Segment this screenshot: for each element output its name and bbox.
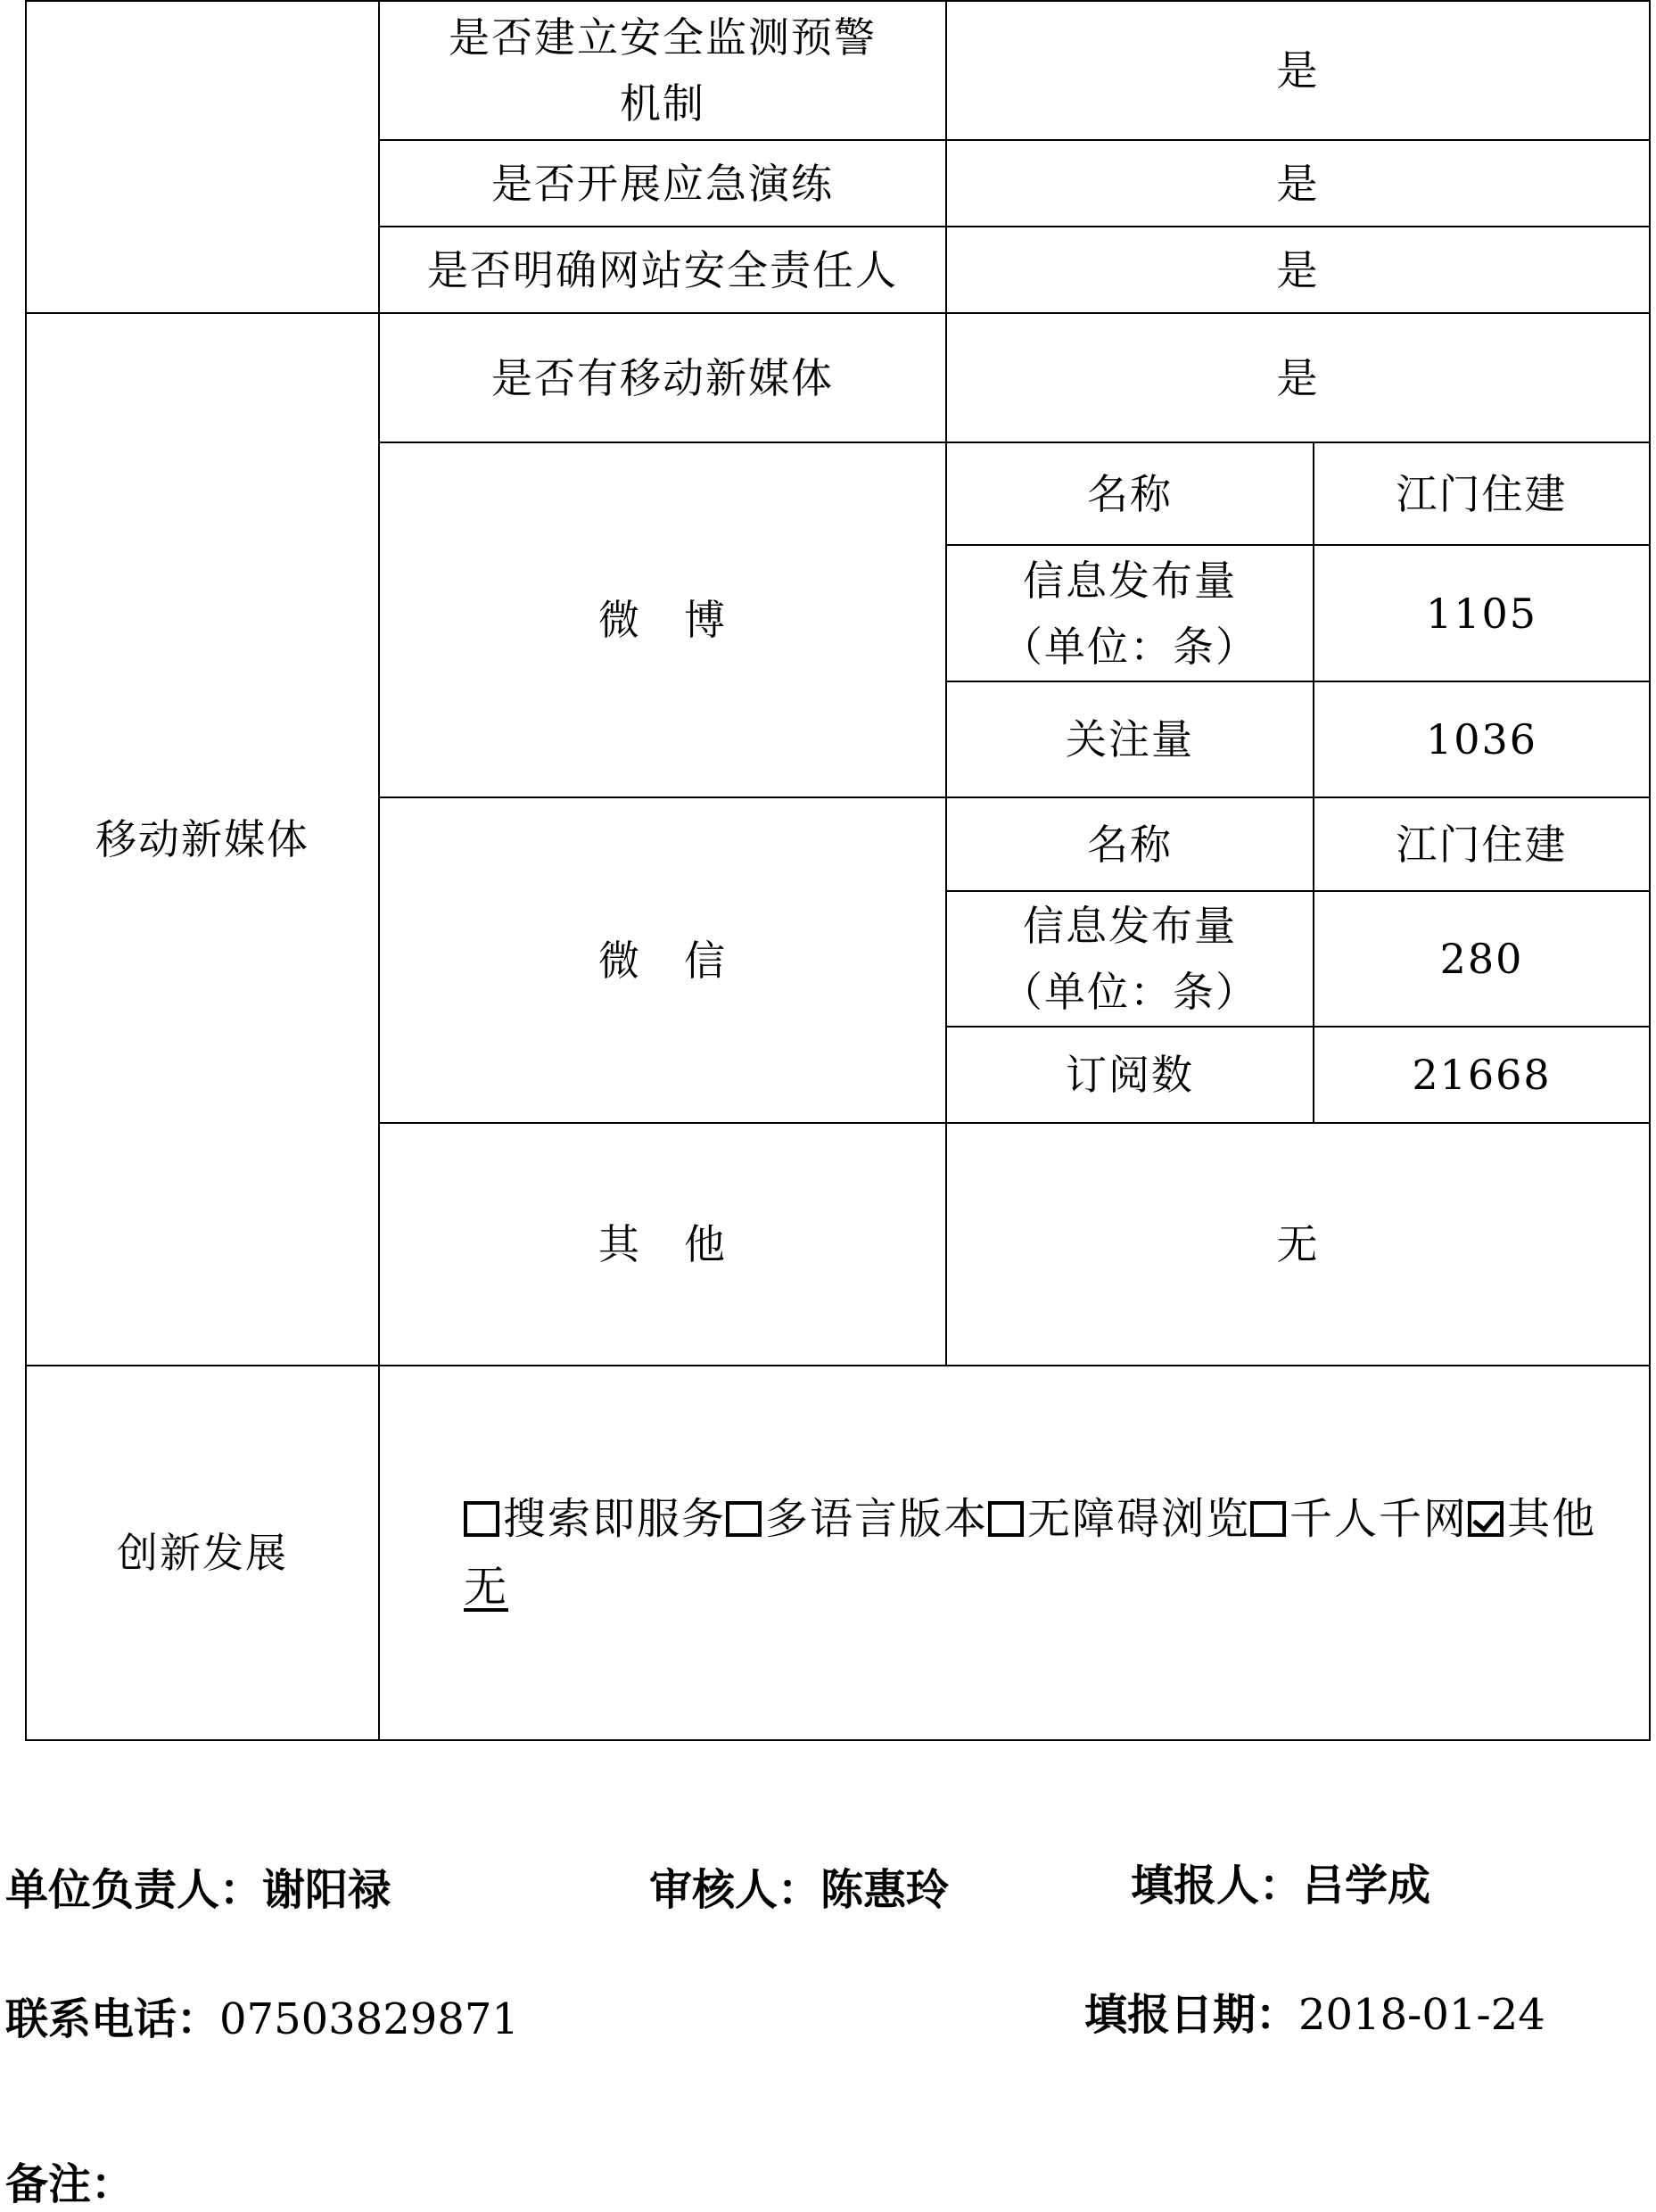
weibo-followers-label: 关注量 — [1066, 715, 1194, 763]
wechat-subs-value: 21668 — [1412, 1051, 1552, 1099]
filler — [1131, 1851, 1430, 1912]
weibo-posts-label-line1: 信息发布量 — [1023, 556, 1237, 605]
media-section-label: 移动新媒体 — [95, 815, 309, 863]
filler-value: 吕学成 — [1302, 1861, 1431, 1911]
table-border — [25, 1739, 1651, 1741]
reviewer-value: 陈惠玲 — [820, 1865, 950, 1915]
monitor-label-line2: 机制 — [620, 79, 705, 128]
checkbox-icon[interactable] — [726, 1501, 762, 1537]
weibo-posts-value: 1105 — [1425, 589, 1538, 638]
weibo-label: 微 博 — [598, 596, 727, 644]
weibo-posts-label-line2: （单位：条） — [1001, 622, 1258, 671]
weibo-name-label: 名称 — [1087, 469, 1173, 518]
option-label: 搜索即服务 — [503, 1494, 727, 1544]
weibo-name-value: 江门住建 — [1396, 469, 1568, 518]
reviewer-label: 审核人： — [649, 1865, 821, 1915]
owner-label: 是否明确网站安全责任人 — [427, 245, 898, 294]
innovation-option[interactable] — [726, 1494, 988, 1544]
has-media-value: 是 — [1276, 353, 1320, 402]
option-label: 多语言版本 — [765, 1494, 989, 1544]
checkbox-icon[interactable] — [1250, 1501, 1286, 1537]
owner-value: 是 — [1276, 245, 1320, 294]
wechat-posts-label-line2: （单位：条） — [1001, 968, 1258, 1016]
phone-value: 07503829871 — [219, 1994, 519, 2044]
other-media-value: 无 — [1276, 1220, 1320, 1268]
other-media-label: 其 他 — [598, 1220, 727, 1268]
drill-label: 是否开展应急演练 — [491, 159, 834, 208]
monitor-label-line1: 是否建立安全监测预警 — [449, 13, 877, 62]
date-value: 2018-01-24 — [1298, 1990, 1545, 2040]
drill-value: 是 — [1276, 159, 1320, 208]
innovation-option[interactable] — [1250, 1494, 1468, 1544]
option-label: 其他 — [1507, 1494, 1597, 1544]
table-border — [1649, 0, 1651, 1740]
option-label: 无障碍浏览 — [1027, 1494, 1251, 1544]
has-media-label: 是否有移动新媒体 — [491, 353, 834, 402]
wechat-label: 微 信 — [598, 936, 727, 985]
date-label: 填报日期： — [1084, 1990, 1299, 2040]
monitor-label — [380, 2, 945, 139]
unit-head-label: 单位负责人： — [5, 1865, 263, 1915]
innovation-label: 创新发展 — [117, 1529, 288, 1577]
innovation-other-text: 无 — [464, 1562, 509, 1612]
weibo-followers-value: 1036 — [1425, 715, 1538, 763]
unit-head-value: 谢阳禄 — [262, 1865, 391, 1915]
checkbox-icon[interactable] — [988, 1501, 1024, 1537]
reviewer — [649, 1855, 949, 1917]
option-label: 千人千网 — [1289, 1494, 1469, 1544]
filler-label: 填报人： — [1131, 1861, 1303, 1911]
fill-date — [1084, 1980, 1545, 2042]
weibo-posts-label — [947, 546, 1313, 681]
innovation-options — [464, 1485, 1641, 1621]
wechat-posts-label-line1: 信息发布量 — [1023, 902, 1237, 950]
checkbox-icon[interactable] — [464, 1501, 499, 1537]
innovation-option[interactable] — [988, 1494, 1250, 1544]
wechat-posts-label — [947, 892, 1313, 1026]
contact-phone — [5, 1985, 519, 2046]
remarks-label: 备注： — [5, 2159, 135, 2209]
wechat-name-value: 江门住建 — [1396, 820, 1568, 869]
wechat-name-label: 名称 — [1087, 820, 1173, 869]
unit-head — [5, 1855, 391, 1917]
checked-checkbox-icon[interactable] — [1468, 1501, 1504, 1537]
wechat-subs-label: 订阅数 — [1066, 1051, 1194, 1099]
remarks — [5, 2150, 134, 2211]
monitor-value: 是 — [1276, 46, 1320, 95]
wechat-posts-value: 280 — [1439, 935, 1524, 983]
innovation-option[interactable] — [464, 1494, 726, 1544]
phone-label: 联系电话： — [5, 1994, 220, 2044]
innovation-option[interactable] — [1468, 1494, 1596, 1544]
